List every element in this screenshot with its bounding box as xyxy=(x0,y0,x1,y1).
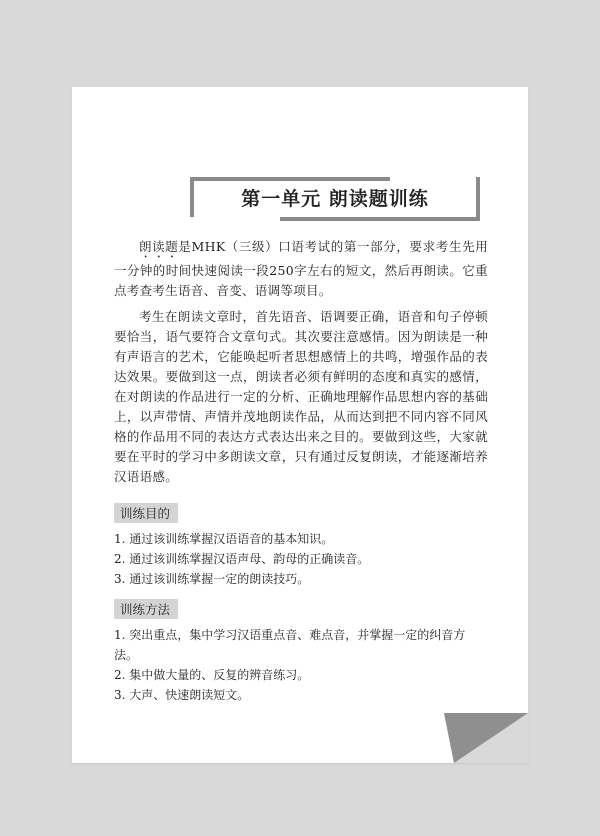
list-item: 2. 通过该训练掌握汉语声母、韵母的正确读音。 xyxy=(114,552,370,566)
goals-list xyxy=(114,529,488,589)
unit-title: 第一单元 朗读题训练 xyxy=(241,188,429,210)
emphasis-term: 朗读题 xyxy=(139,239,179,254)
page-curl-corner xyxy=(444,713,528,763)
methods-list xyxy=(114,625,488,705)
methods-heading: 训练方法 xyxy=(114,599,178,619)
list-item: 3. 大声、快速朗读短文。 xyxy=(114,688,250,702)
list-item: 2. 集中做大量的、反复的辨音练习。 xyxy=(114,668,310,682)
intro-paragraph-1-text: 是MHK（三级）口语考试的第一部分，要求考生先用一分钟的时间快速阅读一段250字左右的短文，然后再朗读。它重点考查考生语音、音变、语调等项目。 xyxy=(114,239,488,298)
goals-heading: 训练目的 xyxy=(114,503,178,523)
document-page xyxy=(72,87,528,763)
intro-paragraph-2: 考生在朗读文章时，首先语音、语调要正确，语音和句子停顿要恰当，语气要符合文章句式。其次要注意感情。因为朗读是一种有声语言的艺术，它能唤起听者思想感情上的共鸣，增强作品的表达效果。要做到这一点，朗读者必须有鲜明的态度和真实的感情，在对朗读的作品进行一定的分析、正确地理解作品思想内容的基础上，以声带情、声情并茂地朗读作品，从而达到把不同内容不同风格的作品用不同的表达方式表达出来之目的。要做到这些，大家就要在平时的学习中多朗读文章，只有通过反复朗读，才能逐渐培养汉语语感。 xyxy=(114,309,488,484)
intro-paragraph-1 xyxy=(114,237,488,301)
unit-title-frame xyxy=(190,179,480,215)
title-bar-bottom xyxy=(280,217,480,221)
list-item: 1. 突出重点，集中学习汉语重点音、难点音，并掌握一定的纠音方法。 xyxy=(114,628,466,662)
list-item: 1. 通过该训练掌握汉语语音的基本知识。 xyxy=(114,532,334,546)
title-bar-top xyxy=(190,177,390,181)
main-content xyxy=(114,237,488,705)
list-item: 3. 通过该训练掌握一定的朗读技巧。 xyxy=(114,572,310,586)
